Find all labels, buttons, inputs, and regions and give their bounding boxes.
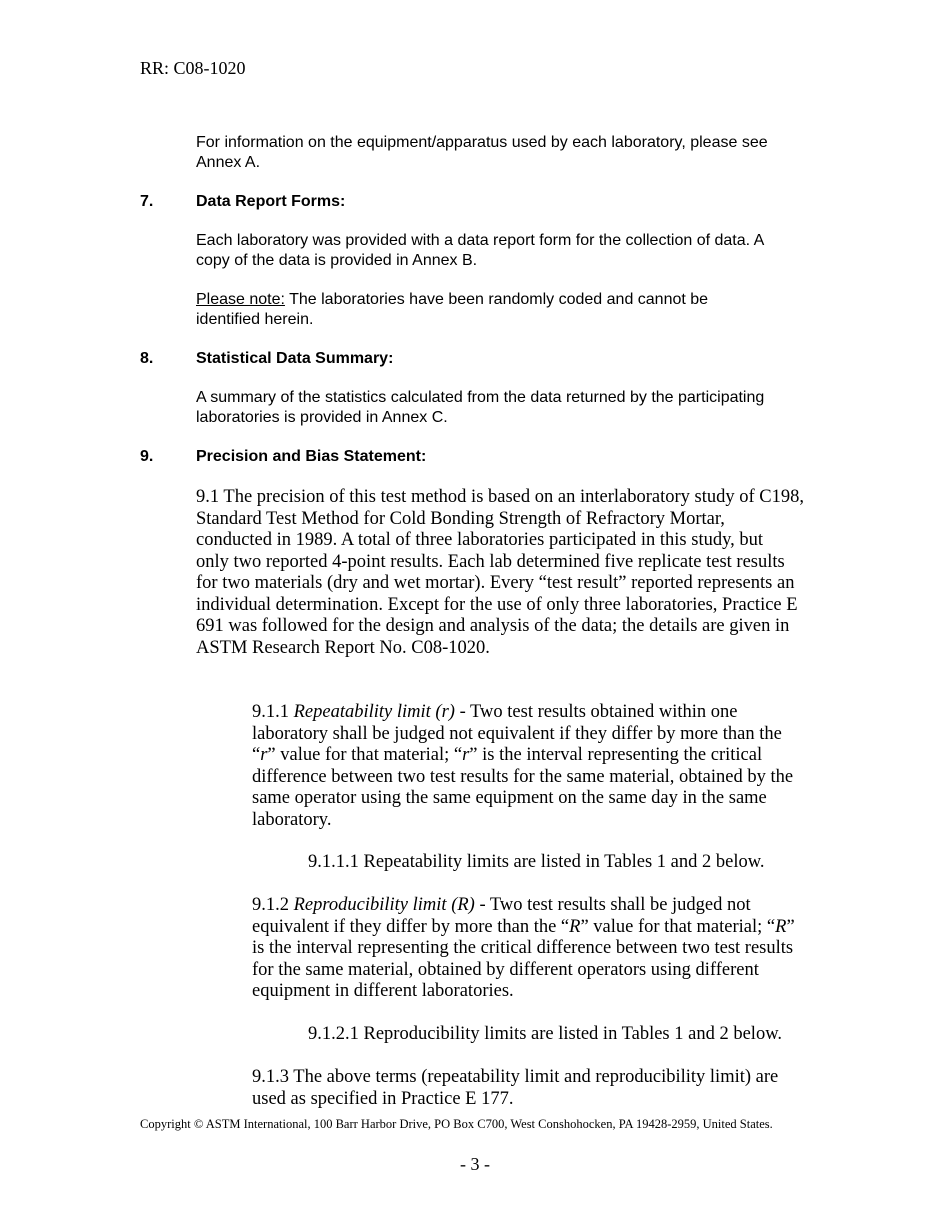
section-8-title: Statistical Data Summary: bbox=[196, 350, 394, 367]
section-7-number: 7. bbox=[140, 193, 154, 210]
text-line: identified herein. bbox=[196, 310, 314, 328]
text-line: laboratory. bbox=[252, 809, 332, 830]
text-line: 9.1.3 The above terms (repeatability limit and reproducibility limit) are bbox=[252, 1067, 779, 1087]
text-fragment: ” is the interval representing the critical bbox=[469, 745, 763, 765]
section-7-title: Data Report Forms: bbox=[196, 193, 346, 210]
text-line: only two reported 4-point results. Each lab determined five replicate test results bbox=[196, 551, 785, 572]
text-line bbox=[196, 290, 708, 310]
text-line: for two materials (dry and wet mortar). Every “test result” reported represents an bbox=[196, 573, 795, 593]
clause-number: 9.1.2 bbox=[252, 895, 294, 915]
report-id-header: RR: C08-1020 bbox=[140, 58, 246, 78]
section-9-title: Precision and Bias Statement: bbox=[196, 448, 427, 465]
symbol-R: R bbox=[569, 916, 581, 937]
paragraph-9-1-3 bbox=[252, 1067, 778, 1110]
text-line: is the interval representing the critical difference between two test results bbox=[252, 938, 794, 958]
text-fragment: ” bbox=[786, 916, 795, 937]
text-line bbox=[252, 895, 795, 917]
text-line: for the same material, obtained by different operators using different bbox=[252, 959, 759, 980]
section-7-note bbox=[196, 290, 708, 329]
section-9-number: 9. bbox=[140, 448, 154, 465]
text-line bbox=[252, 917, 795, 939]
text-line: used as specified in Practice E 177. bbox=[252, 1088, 514, 1109]
paragraph-9-1-1 bbox=[252, 702, 793, 831]
paragraph-9-1 bbox=[196, 487, 804, 659]
text-line bbox=[252, 702, 793, 724]
section-7-paragraph bbox=[196, 231, 764, 270]
note-text: The laboratories have been randomly coded and cannot be bbox=[284, 291, 709, 308]
text-line bbox=[252, 745, 793, 767]
clause-number: 9.1.1 bbox=[252, 702, 294, 722]
symbol-r: r bbox=[260, 745, 268, 765]
text-line: copy of the data is provided in Annex B. bbox=[196, 251, 478, 269]
term-repeatability-limit: Repeatability limit (r) bbox=[293, 702, 455, 722]
text-fragment: - Two test results shall be judged not bbox=[474, 895, 751, 915]
symbol-R: R bbox=[775, 916, 787, 937]
term-reproducibility-limit: Reproducibility limit (R) bbox=[293, 895, 475, 915]
text-line: Each laboratory was provided with a data report form for the collection of data. A bbox=[196, 232, 765, 249]
intro-paragraph bbox=[196, 133, 768, 172]
section-8-number: 8. bbox=[140, 350, 154, 367]
text-fragment: ” value for that material; “ bbox=[267, 745, 463, 765]
text-line: Standard Test Method for Cold Bonding Strength of Refractory Mortar, bbox=[196, 508, 725, 529]
text-fragment: - Two test results obtained within one bbox=[454, 702, 738, 722]
text-line: difference between two test results for the same material, obtained by the bbox=[252, 766, 794, 787]
note-label: Please note: bbox=[196, 291, 285, 308]
text-line: ASTM Research Report No. C08-1020. bbox=[196, 637, 490, 658]
text-line: individual determination. Except for the use of only three laboratories, Practice E bbox=[196, 594, 798, 615]
paragraph-9-1-2 bbox=[252, 895, 795, 1003]
text-line: conducted in 1989. A total of three laboratories participated in this study, but bbox=[196, 530, 764, 550]
text-fragment: equivalent if they differ by more than the “ bbox=[252, 916, 570, 937]
text-fragment: ” value for that material; “ bbox=[580, 916, 776, 937]
text-line: same operator using the same equipment on the same day in the same bbox=[252, 788, 767, 808]
page-number: - 3 - bbox=[460, 1154, 490, 1174]
copyright-footer: Copyright © ASTM International, 100 Barr Harbor Drive, PO Box C700, West Conshohocken, PA 19428-2959, United States. bbox=[140, 1117, 773, 1131]
text-line: 9.1 The precision of this test method is based on an interlaboratory study of C198, bbox=[196, 487, 804, 507]
paragraph-9-1-1-1: 9.1.1.1 Repeatability limits are listed in Tables 1 and 2 below. bbox=[308, 852, 765, 872]
text-line: 691 was followed for the design and analysis of the data; the details are given in bbox=[196, 616, 790, 636]
text-line: equipment in different laboratories. bbox=[252, 981, 514, 1001]
paragraph-9-1-2-1: 9.1.2.1 Reproducibility limits are listed in Tables 1 and 2 below. bbox=[308, 1024, 782, 1044]
section-8-paragraph bbox=[196, 388, 764, 427]
text-line: laboratories is provided in Annex C. bbox=[196, 408, 448, 426]
text-line: Annex A. bbox=[196, 153, 261, 171]
text-fragment: “ bbox=[252, 745, 261, 765]
symbol-r: r bbox=[462, 745, 470, 765]
text-line: A summary of the statistics calculated from the data returned by the participating bbox=[196, 389, 765, 406]
text-line: For information on the equipment/apparatus used by each laboratory, please see bbox=[196, 134, 768, 151]
text-line: laboratory shall be judged not equivalent if they differ by more than the bbox=[252, 723, 782, 744]
